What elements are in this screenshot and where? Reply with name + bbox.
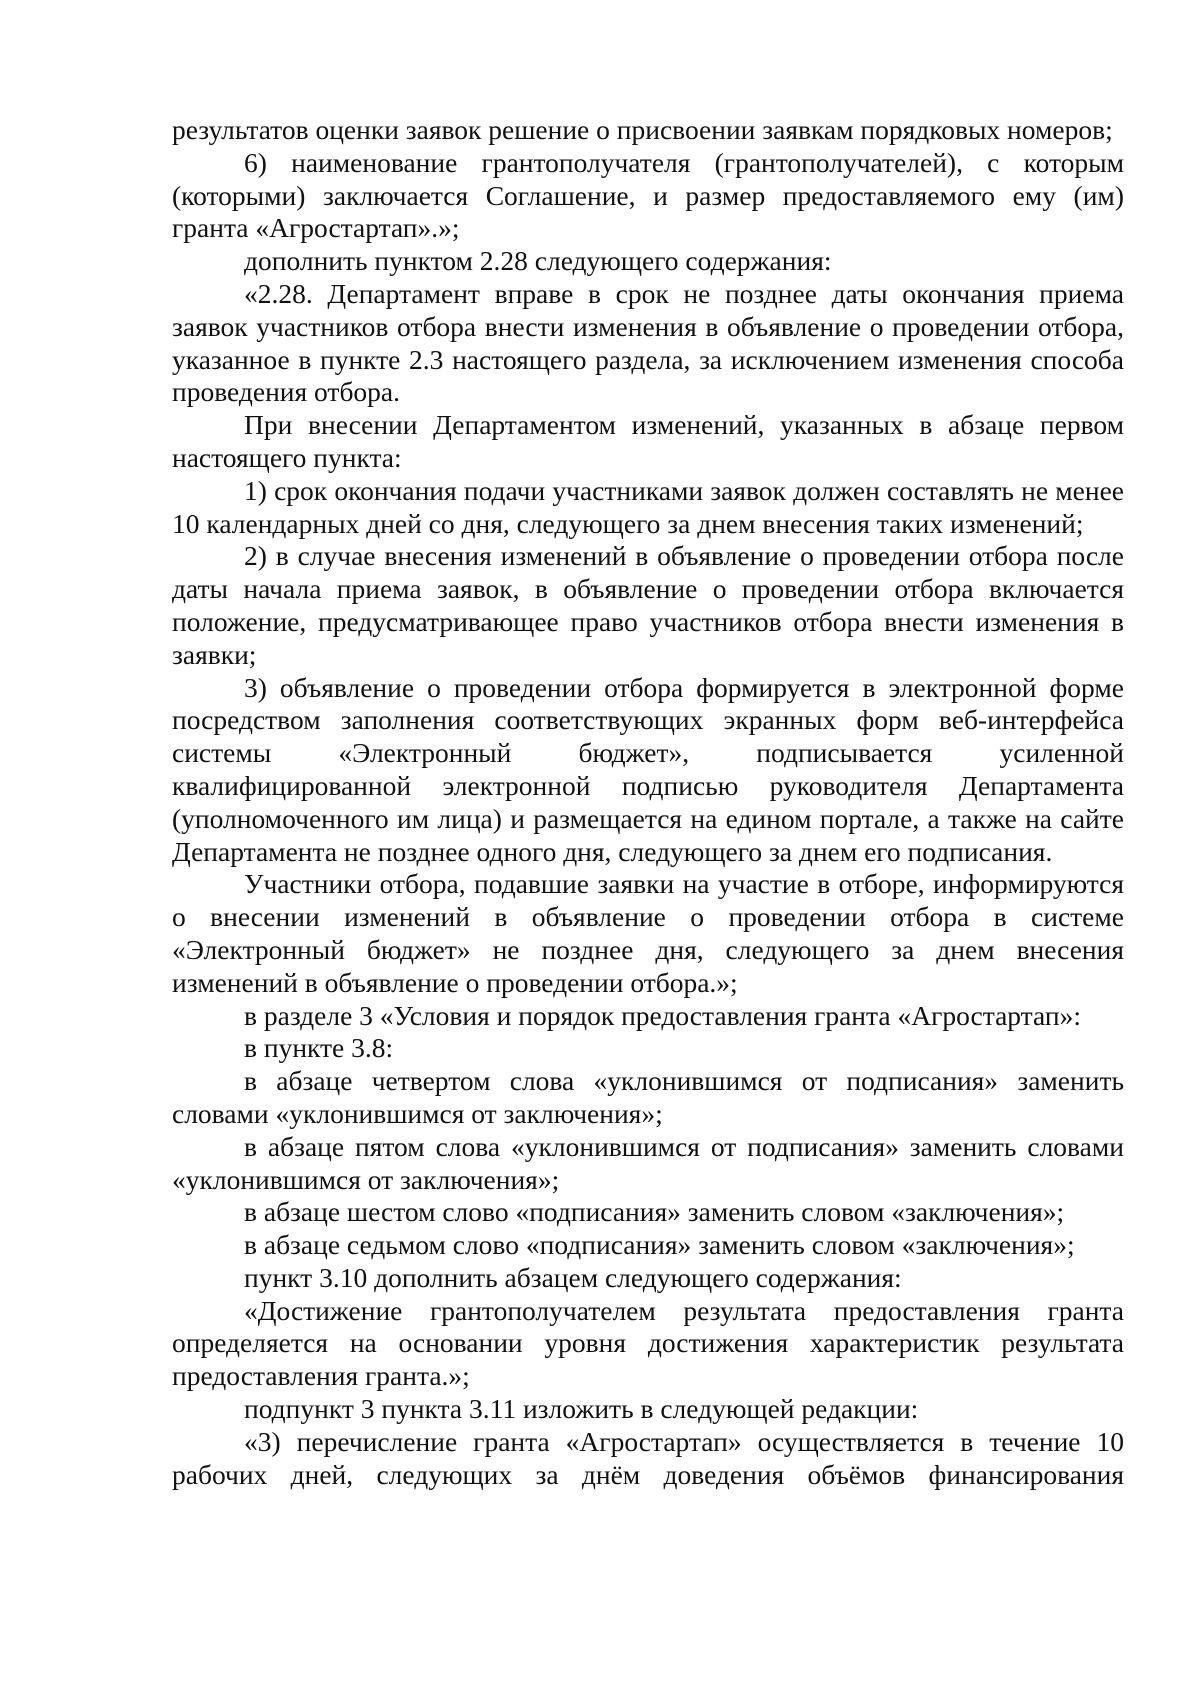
paragraph-participants: Участники отбора, подавшие заявки на участие в отборе, информируются о внесении изменений в объявление о проведении отбора в системе «Электронный бюджет» не позднее дня, следующего за днем внесения изменений в объявление о проведении отбора.»; [172,868,1124,998]
paragraph-2-28: «2.28. Департамент вправе в срок не позднее даты окончания приема заявок участников отбора внести изменения в объявление о проведении отбора, указанное в пункте 2.3 настоящего раздела, за исключением изменения способа проведения отбора. [172,277,1124,408]
paragraph-item-3-8: в пункте 3.8: [244,1032,394,1064]
paragraph-item-6: 6) наименование грантополучателя (грантополучателей), с которым (которыми) заключается Соглашение, и размер предоставляемого ему (им) гранта «Агростартап».»; [172,146,1124,244]
paragraph-item-3-10: пункт 3.10 дополнить абзацем следующего содержания: [244,1261,902,1293]
paragraph-abzac-4: в абзаце четвертом слова «уклонившимся от подписания» заменить словами «уклонившимся от заключения»; [172,1065,1124,1129]
paragraph-continuation: результатов оценки заявок решение о присвоении заявкам порядковых номеров; [172,114,1113,145]
paragraph-result: «Достижение грантополучателем результата предоставления гранта определяется на основании уровня достижения характеристик результата предоставления гранта.»; [172,1294,1124,1392]
paragraph-changes-intro: При внесении Департаментом изменений, указанных в абзаце первом настоящего пункта: [172,409,1124,473]
paragraph-item-3-11: подпункт 3 пункта 3.11 изложить в следующей редакции: [244,1393,919,1425]
paragraph-subitem-2: 2) в случае внесения изменений в объявление о проведении отбора после даты начала приема заявок, в объявление о проведении отбора включается положение, предусматривающее право участников отбора внести изменения в заявки; [172,540,1124,670]
paragraph-add-2-28: дополнить пунктом 2.28 следующего содержания: [244,245,832,277]
paragraph-subitem-3: 3) объявление о проведении отбора формируется в электронной форме посредством заполнения соответствующих экранных форм веб-интерфейса системы «Электронный бюджет», подписывается усиленной квалифицированной электронной подписью руководителя Департамента (уполномоченного им лица) и размещается на едином портале, а также на сайте Департамента не позднее одного дня, следующего за днем его подписания. [172,671,1124,867]
paragraph-abzac-6: в абзаце шестом слово «подписания» заменить словом «заключения»; [244,1196,1065,1228]
paragraph-transfer: «3) перечисление гранта «Агростартап» осуществляется в течение 10 рабочих дней, следующих за днём доведения объёмов финансирования [172,1425,1124,1490]
paragraph-subitem-1: 1) срок окончания подачи участниками заявок должен составлять не менее 10 календарных дней со дня, следующего за днем внесения таких изменений; [172,474,1124,539]
paragraph-abzac-5: в абзаце пятом слова «уклонившимся от подписания» заменить словами «уклонившимся от заключения»; [172,1130,1124,1195]
document-body [172,114,1124,1491]
paragraph-section-3: в разделе 3 «Условия и порядок предоставления гранта «Агростартап»: [244,999,1081,1031]
paragraph-abzac-7: в абзаце седьмом слово «подписания» заменить словом «заключения»; [244,1229,1075,1261]
